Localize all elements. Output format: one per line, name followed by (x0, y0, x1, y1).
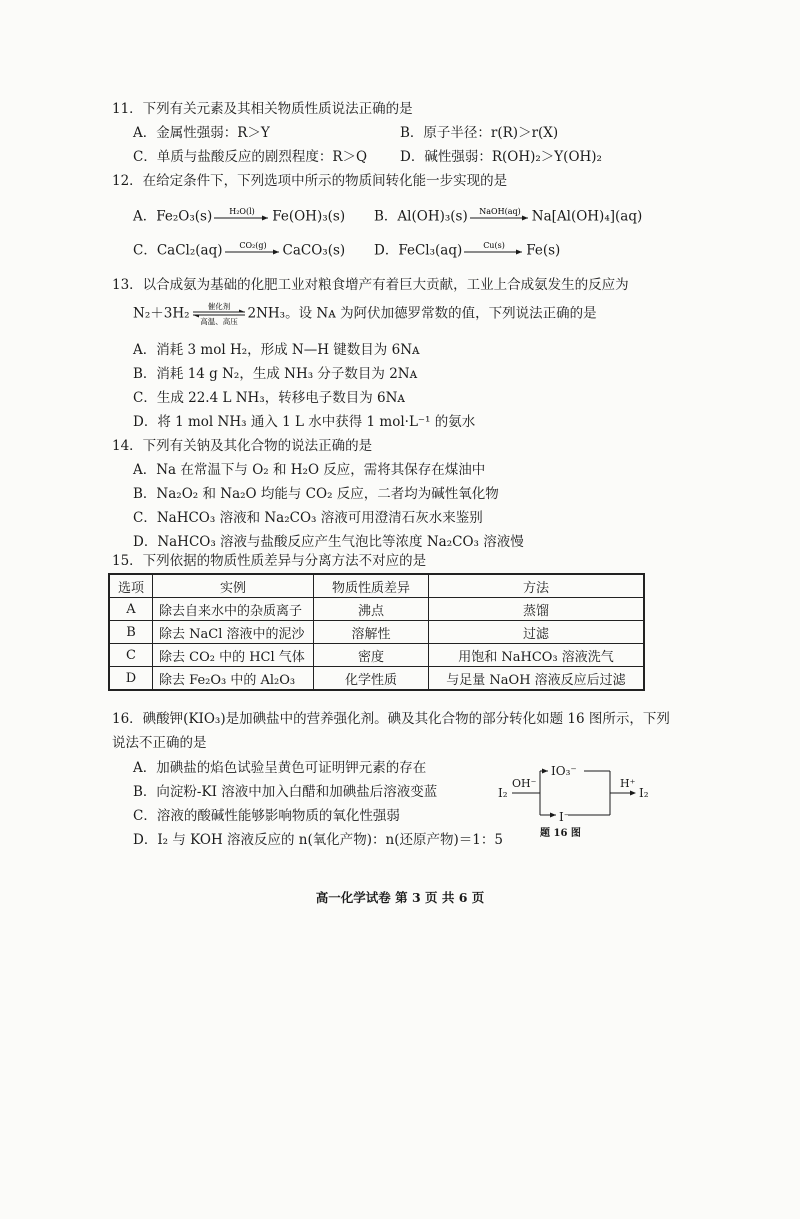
q11-stem: 11．下列有关元素及其相关物质性质说法正确的是 (112, 101, 413, 117)
q12-option-c (133, 240, 345, 262)
equilibrium-arrow-icon (190, 301, 248, 327)
diagram-bottom-product: I⁻ (559, 810, 571, 824)
q12-a-label: A． (133, 208, 157, 225)
table-cell: 与足量 NaOH 溶液反应后过滤 (429, 667, 645, 691)
q12-d-product: Fe(s) (526, 242, 561, 259)
q12-b-reactant: Al(OH)₃(s) (397, 208, 468, 225)
q16-option-b: B．向淀粉-KI 溶液中加入白醋和加碘盐后溶液变蓝 (133, 784, 438, 800)
q11-option-a: A．金属性强弱：R＞Y (133, 125, 270, 141)
q12-b-product: Na[Al(OH)₄](aq) (531, 208, 643, 225)
page-footer: 高一化学试卷 第 3 页 共 6 页 (315, 890, 485, 905)
table-cell: 除去自来水中的杂质离子 (153, 598, 314, 621)
q12-b-condition: NaOH(aq) (479, 207, 521, 216)
q12-c-condition: CO₂(g) (238, 241, 267, 250)
q15-table (108, 573, 645, 691)
table-cell: 用饱和 NaHCO₃ 溶液洗气 (429, 644, 645, 667)
q16-option-c: C．溶液的酸碱性能够影响物质的氧化性强弱 (133, 808, 400, 824)
q13-equation (133, 301, 597, 327)
table-cell: C (109, 644, 153, 667)
q13-option-c: C．生成 22.4 L NH₃，转移电子数目为 6Nᴀ (133, 390, 406, 406)
q13-eq-products: 2NH₃。设 Nᴀ 为阿伏加德罗常数的值，下列说法正确的是 (247, 305, 597, 322)
q13-option-a: A．消耗 3 mol H₂，形成 N—H 键数目为 6Nᴀ (133, 342, 420, 358)
q13-eq-reactants: N₂＋3H₂ (133, 305, 190, 322)
q16-stem-line1: 16．碘酸钾(KIO₃)是加碘盐中的营养强化剂。碘及其化合物的部分转化如题 16 图所示，下列 (112, 711, 670, 727)
table-row (109, 621, 644, 644)
q12-a-product: Fe(OH)₃(s) (272, 208, 346, 225)
table-cell: 化学性质 (314, 667, 429, 691)
reaction-arrow-icon (468, 206, 532, 228)
q12-b-label: B． (374, 208, 398, 225)
q11-option-c: C．单质与盐酸反应的剧烈程度：R＞Q (133, 149, 368, 165)
q13-option-b: B．消耗 14 g N₂，生成 NH₃ 分子数目为 2Nᴀ (133, 366, 418, 382)
q12-c-label: C． (133, 242, 157, 259)
q12-a-reactant: Fe₂O₃(s) (156, 208, 213, 225)
table-cell: 除去 Fe₂O₃ 中的 Al₂O₃ (153, 667, 314, 691)
q14-option-c: C．NaHCO₃ 溶液和 Na₂CO₃ 溶液可用澄清石灰水来鉴别 (133, 510, 483, 526)
diagram-end-label: I₂ (639, 786, 649, 800)
diagram-top-product: IO₃⁻ (551, 764, 577, 778)
q12-option-a (133, 206, 345, 228)
table-row (109, 598, 644, 621)
table-cell: 沸点 (314, 598, 429, 621)
reaction-arrow-icon (223, 240, 283, 262)
q12-d-reactant: FeCl₃(aq) (398, 242, 463, 259)
table-cell: D (109, 667, 153, 691)
table-cell: 密度 (314, 644, 429, 667)
diagram-reagent-2: H⁺ (620, 777, 636, 790)
q14-option-d: D．NaHCO₃ 溶液与盐酸反应产生气泡比等浓度 Na₂CO₃ 溶液慢 (133, 534, 524, 550)
table-header: 实例 (153, 574, 314, 598)
q12-stem: 12．在给定条件下，下列选项中所示的物质间转化能一步实现的是 (112, 173, 508, 189)
table-header-row (109, 574, 644, 598)
diagram-start-label: I₂ (498, 786, 508, 800)
diagram-caption: 题 16 图 (540, 828, 581, 839)
q12-d-label: D． (374, 242, 399, 259)
q13-stem: 13．以合成氨为基础的化肥工业对粮食增产有着巨大贡献，工业上合成氨发生的反应为 (112, 277, 629, 293)
table-header: 方法 (429, 574, 645, 598)
q12-d-condition: Cu(s) (483, 241, 506, 250)
table-cell: 过滤 (429, 621, 645, 644)
table-cell: B (109, 621, 153, 644)
q16-option-d: D．I₂ 与 KOH 溶液反应的 n(氧化产物)：n(还原产物)＝1：5 (133, 832, 503, 848)
q13-option-d: D．将 1 mol NH₃ 通入 1 L 水中获得 1 mol·L⁻¹ 的氨水 (133, 414, 476, 430)
table-header: 选项 (109, 574, 153, 598)
q14-option-b: B．Na₂O₂ 和 Na₂O 均能与 CO₂ 反应，二者均为碱性氧化物 (133, 486, 499, 502)
q16-stem-line2: 说法不正确的是 (112, 735, 207, 751)
q14-option-a: A．Na 在常温下与 O₂ 和 H₂O 反应，需将其保存在煤油中 (133, 462, 486, 478)
table-cell: 溶解性 (314, 621, 429, 644)
q16-conversion-diagram (496, 763, 666, 841)
q15-stem: 15．下列依据的物质性质差异与分离方法不对应的是 (112, 553, 427, 569)
q12-a-condition: H₂O(l) (229, 207, 256, 216)
q14-stem: 14．下列有关钠及其化合物的说法正确的是 (112, 438, 373, 454)
table-cell: 蒸馏 (429, 598, 645, 621)
table-cell: 除去 NaCl 溶液中的泥沙 (153, 621, 314, 644)
q13-eq-condition: 高温、高压 (199, 317, 238, 326)
diagram-reagent-1: OH⁻ (512, 777, 537, 790)
reaction-arrow-icon (462, 240, 526, 262)
table-header: 物质性质差异 (314, 574, 429, 598)
q12-option-d (374, 240, 560, 262)
table-cell: A (109, 598, 153, 621)
q12-c-product: CaCO₃(s) (282, 242, 346, 259)
q11-option-b: B．原子半径：r(R)＞r(X) (400, 125, 559, 141)
reaction-arrow-icon (212, 206, 272, 228)
q16-option-a: A．加碘盐的焰色试验呈黄色可证明钾元素的存在 (133, 760, 427, 776)
q12-option-b (374, 206, 642, 228)
q12-c-reactant: CaCl₂(aq) (156, 242, 223, 259)
table-row (109, 644, 644, 667)
table-row (109, 667, 644, 691)
q13-eq-catalyst: 催化剂 (207, 302, 230, 311)
table-cell: 除去 CO₂ 中的 HCl 气体 (153, 644, 314, 667)
q11-option-d: D．碱性强弱：R(OH)₂＞Y(OH)₂ (400, 149, 602, 165)
